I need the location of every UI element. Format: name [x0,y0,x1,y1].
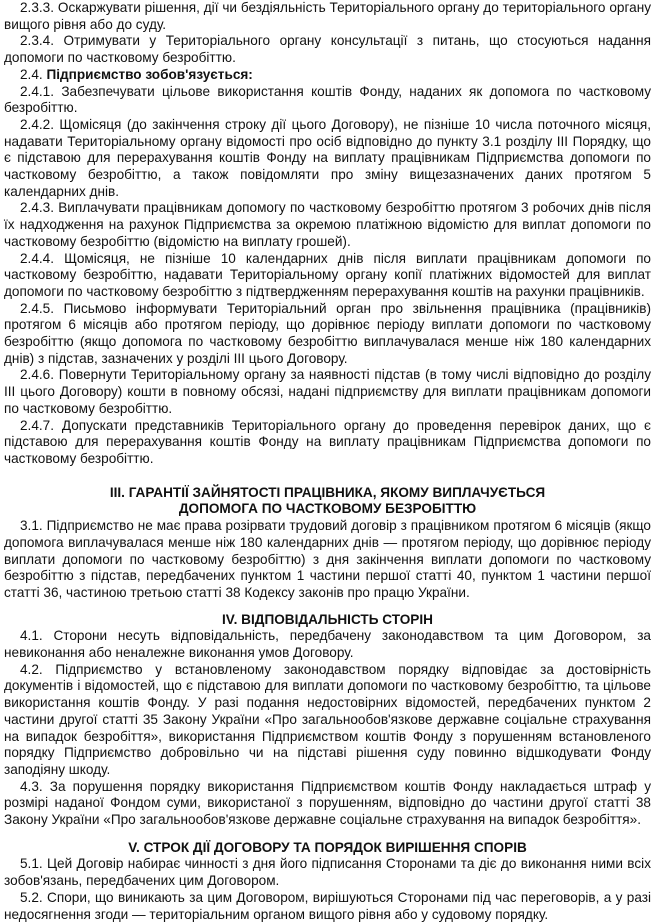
clause-2-4-label: Підприємство зобов'язується: [46,66,253,82]
clause-2-4-7: 2.4.7. Допускати представників Територіального органу до проведення перевірок даних, що є підставою для перерахування коштів Фонду на виплату працівникам Підприємства допомоги по частковому безробіттю. [4,417,651,466]
section-3-title-line1: III. ГАРАНТІЇ ЗАЙНЯТОСТІ ПРАЦІВНИКА, ЯКОМУ ВИПЛАЧУЄТЬСЯ [109,484,546,500]
clause-2-4 [4,67,651,84]
clause-5-2: 5.2. Спори, що виникають за цим Договором, вирішуються Сторонами під час переговорів, а у разі недосягнення згоди — територіальним органом вищого рівня або у судовому порядку. [4,889,651,922]
clause-4-1: 4.1. Сторони несуть відповідальність, передбачену законодавством та цим Договором, за невиконання або неналежне виконання умов Договору. [4,628,651,661]
section-3-heading [4,485,651,518]
section-4-heading: IV. ВІДПОВІДАЛЬНІСТЬ СТОРІН [222,611,433,627]
section-3-title-line2: ДОПОМОГА ПО ЧАСТКОВОМУ БЕЗРОБІТТЮ [178,501,477,517]
clause-3-1: 3.1. Підприємство не має права розірвати трудовий договір з працівником протягом 6 місяців (якщо допомога виплачувалася менше ніж 180 календарних днів — протягом періоду, що дорівнює періоду виплати допомоги по частковому безробіттю) з дня закінчення виплати допомоги по частковому безробіттю з підстав, передбачених пунктом 1 частини першої статті 40, пунктом 1 частини першої статті 36, частиною третьою статті 38 Кодексу законів про працю України. [4,518,651,600]
clause-2-4-6: 2.4.6. Повернути Територіальному органу за наявності підстав (в тому числі відповідно до розділу III цього Договору) кошти в повному обсязі, надані підприємству для виплати працівникам допомоги по частковому безробіттю. [4,367,651,416]
clause-2-4-1: 2.4.1. Забезпечувати цільове використання коштів Фонду, наданих як допомога по частковому безробіттю. [4,83,651,116]
clause-2-3-3: 2.3.3. Оскаржувати рішення, дії чи бездіяльність Територіального органу до територіального органу вищого рівня або до суду. [4,0,651,32]
clause-5-1: 5.1. Цей Договір набирає чинності з дня його підписання Сторонами та діє до виконання ними всіх зобов'язань, передбачених цим Договором. [4,856,651,889]
clause-2-4-2: 2.4.2. Щомісяця (до закінчення строку дії цього Договору), не пізніше 10 числа поточного місяця, надавати Територіальному органу відомості про осіб відповідно до пункту 3.1 розділу III Порядку, що є підставою для перерахування коштів Фонду на виплату працівникам Підприємства допомоги по частковому безробіттю, а також повідомляти про зміну вищезазначених даних протягом 5 календарних днів. [4,116,651,199]
clause-4-3: 4.3. За порушення порядку використання Підприємством коштів Фонду накладається штраф у розмірі наданої Фондом суми, використаної з порушенням, відповідно до частини другої статті 38 Закону України «Про загальнообов'язкове державне соціальне страхування на випадок безробіття». [4,778,651,828]
clause-2-3-4: 2.3.4. Отримувати у Територіального органу консультації з питань, що стосуються надання допомоги по частковому безробіттю. [4,33,651,66]
section-5-heading: V. СТРОК ДІЇ ДОГОВОРУ ТА ПОРЯДОК ВИРІШЕННЯ СПОРІВ [128,839,527,855]
clause-2-4-3: 2.4.3. Виплачувати працівникам допомогу по частковому безробіттю протягом 3 робочих днів після їх надходження на рахунок Підприємства за окремою платіжною відомістю для виплат допомоги по частковому безробіттю (відомістю на виплату грошей). [4,200,651,249]
clause-2-4-5: 2.4.5. Письмово інформувати Територіальний орган про звільнення працівника (працівників) протягом 6 місяців або протягом періоду, що дорівнює періоду виплати допомоги по частковому безробіттю (якщо допомога по частковому безробіттю виплачувалася менше ніж 180 календарних днів) з підстав, зазначених у розділі III цього Договору. [4,300,651,366]
clause-2-4-number: 2.4. [20,66,43,82]
clause-2-4-4: 2.4.4. Щомісяця, не пізніше 10 календарних днів після виплати працівникам допомоги по частковому безробіттю, надавати Територіальному органу копії платіжних відомостей для виплат допомоги по частковому безробіттю з підтвердженням перерахування коштів на рахунки працівників. [4,250,651,299]
clause-4-2: 4.2. Підприємство у встановленому законодавством порядку відповідає за достовірність документів і відомостей, що є підставою для виплати допомоги по частковому безробіттю, та цільове використання коштів Фонду. У разі подання недостовірних відомостей, передбачених пунктом 2 частини другої статті 35 Закону України «Про загальнообов'язкове державне соціальне страхування на випадок безробіття», використання Підприємством коштів Фонду з порушенням встановленого порядку Підприємство добровільно чи на підставі рішення суду повинно відшкодувати Фонду заподіяну шкоду. [4,661,651,777]
